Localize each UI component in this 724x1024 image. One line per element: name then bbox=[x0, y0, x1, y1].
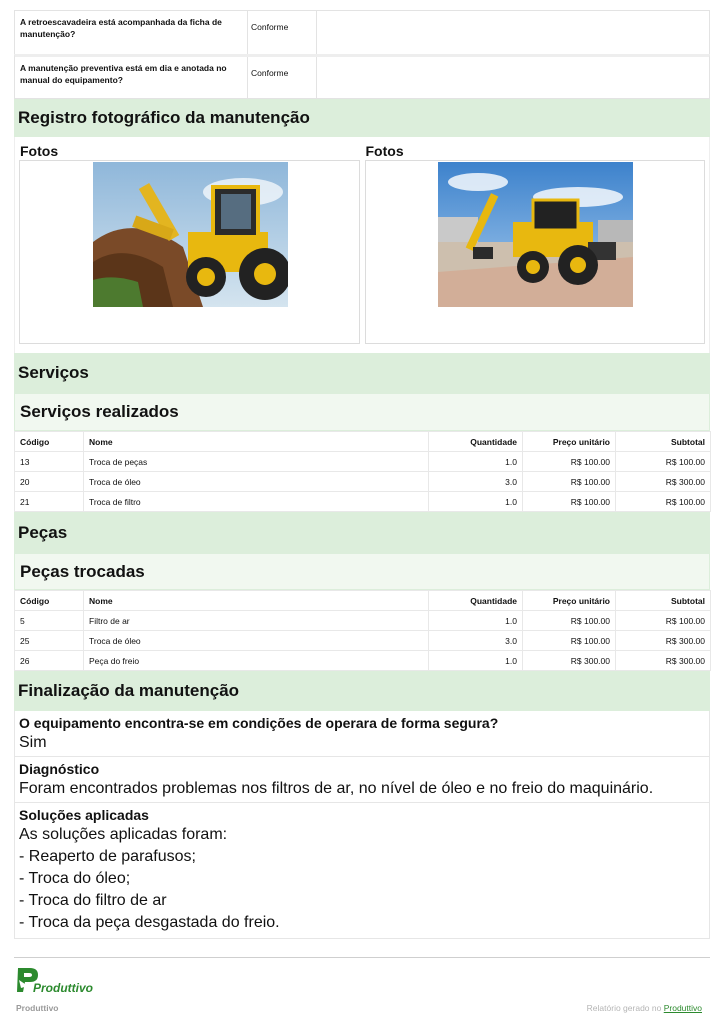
photo-card bbox=[19, 137, 360, 353]
footer-brand: Produttivo bbox=[16, 1003, 59, 1013]
checklist-row bbox=[14, 54, 710, 98]
cell-quantity: 1.0 bbox=[429, 611, 523, 631]
column-header: Quantidade bbox=[429, 432, 523, 452]
cell-code: 25 bbox=[15, 631, 84, 651]
footer-generated-text: Relatório gerado no bbox=[586, 1003, 662, 1013]
cell-unit-price: R$ 100.00 bbox=[523, 472, 616, 492]
cell-name: Filtro de ar bbox=[84, 611, 429, 631]
column-header: Preço unitário bbox=[523, 591, 616, 611]
photo-card bbox=[365, 137, 706, 353]
cell-code: 26 bbox=[15, 651, 84, 671]
produttivo-logo bbox=[16, 966, 96, 996]
cell-name: Troca de peças bbox=[84, 452, 429, 472]
cell-unit-price: R$ 100.00 bbox=[523, 631, 616, 651]
cell-subtotal: R$ 300.00 bbox=[616, 631, 711, 651]
table-row bbox=[15, 492, 711, 512]
table-row bbox=[15, 631, 711, 651]
cell-quantity: 1.0 bbox=[429, 452, 523, 472]
field-value: Foram encontrados problemas nos filtros de ar, no nível de óleo e no freio do maquinário. bbox=[19, 780, 654, 797]
safe-operation-field bbox=[14, 711, 710, 757]
footer-divider bbox=[14, 957, 710, 958]
cell-quantity: 1.0 bbox=[429, 651, 523, 671]
field-label: Soluções aplicadas bbox=[19, 807, 149, 823]
logo-text: Produttivo bbox=[33, 981, 93, 995]
cell-code: 20 bbox=[15, 472, 84, 492]
produttivo-link[interactable]: Produttivo bbox=[663, 1003, 702, 1013]
backhoe-photo-1[interactable] bbox=[93, 162, 288, 307]
field-value: Sim bbox=[19, 734, 47, 751]
table-row bbox=[15, 611, 711, 631]
services-section-title: Serviços bbox=[14, 353, 710, 393]
checklist-row bbox=[14, 10, 710, 54]
parts-table-title: Peças trocadas bbox=[14, 553, 710, 590]
checklist-notes bbox=[317, 57, 709, 98]
checklist-question: A retroescavadeira está acompanhada da ficha de manutenção? bbox=[15, 11, 248, 54]
report-page bbox=[14, 10, 710, 939]
column-header: Subtotal bbox=[616, 591, 711, 611]
cell-unit-price: R$ 100.00 bbox=[523, 452, 616, 472]
cell-code: 13 bbox=[15, 452, 84, 472]
photos-section-title: Registro fotográfico da manutenção bbox=[14, 99, 710, 137]
cell-name: Peça do freio bbox=[84, 651, 429, 671]
solution-line: - Reaperto de parafusos; bbox=[19, 848, 196, 865]
cell-subtotal: R$ 100.00 bbox=[616, 611, 711, 631]
cell-quantity: 3.0 bbox=[429, 631, 523, 651]
solution-line: - Troca do óleo; bbox=[19, 870, 131, 887]
cell-subtotal: R$ 300.00 bbox=[616, 651, 711, 671]
services-table bbox=[14, 431, 711, 512]
table-row bbox=[15, 452, 711, 472]
photo-frame[interactable] bbox=[19, 160, 360, 344]
cell-subtotal: R$ 100.00 bbox=[616, 492, 711, 512]
table-header-row bbox=[15, 432, 711, 452]
checklist-answer: Conforme bbox=[248, 57, 317, 98]
column-header: Código bbox=[15, 591, 84, 611]
table-header-row bbox=[15, 591, 711, 611]
cell-quantity: 3.0 bbox=[429, 472, 523, 492]
cell-subtotal: R$ 300.00 bbox=[616, 472, 711, 492]
parts-section-title: Peças bbox=[14, 512, 710, 553]
solution-line: - Troca da peça desgastada do freio. bbox=[19, 914, 280, 931]
cell-code: 5 bbox=[15, 611, 84, 631]
column-header: Nome bbox=[84, 591, 429, 611]
solution-line: As soluções aplicadas foram: bbox=[19, 826, 228, 843]
cell-unit-price: R$ 300.00 bbox=[523, 651, 616, 671]
solution-line: - Troca do filtro de ar bbox=[19, 892, 167, 909]
cell-unit-price: R$ 100.00 bbox=[523, 611, 616, 631]
field-label: O equipamento encontra-se em condições de operara de forma segura? bbox=[19, 715, 499, 731]
footer-generated bbox=[587, 1003, 702, 1013]
cell-code: 21 bbox=[15, 492, 84, 512]
cell-unit-price: R$ 100.00 bbox=[523, 492, 616, 512]
parts-table bbox=[14, 590, 711, 671]
column-header: Código bbox=[15, 432, 84, 452]
photos-grid bbox=[14, 137, 710, 353]
cell-name: Troca de óleo bbox=[84, 472, 429, 492]
checklist-answer: Conforme bbox=[248, 11, 317, 54]
column-header: Preço unitário bbox=[523, 432, 616, 452]
cell-quantity: 1.0 bbox=[429, 492, 523, 512]
finalization-section-title: Finalização da manutenção bbox=[14, 671, 710, 711]
diagnosis-field bbox=[14, 757, 710, 803]
field-label: Diagnóstico bbox=[19, 761, 100, 777]
cell-name: Troca de óleo bbox=[84, 631, 429, 651]
checklist bbox=[14, 10, 710, 99]
services-table-title: Serviços realizados bbox=[14, 393, 710, 431]
column-header: Quantidade bbox=[429, 591, 523, 611]
cell-subtotal: R$ 100.00 bbox=[616, 452, 711, 472]
photo-label: Fotos bbox=[365, 143, 404, 159]
table-row bbox=[15, 651, 711, 671]
photo-label: Fotos bbox=[20, 143, 59, 159]
column-header: Nome bbox=[84, 432, 429, 452]
solutions-field bbox=[14, 803, 710, 939]
table-row bbox=[15, 472, 711, 492]
checklist-question: A manutenção preventiva está em dia e anotada no manual do equipamento? bbox=[15, 57, 248, 98]
backhoe-photo-2[interactable] bbox=[438, 162, 633, 307]
checklist-notes bbox=[317, 11, 709, 54]
photo-frame[interactable] bbox=[365, 160, 706, 344]
column-header: Subtotal bbox=[616, 432, 711, 452]
cell-name: Troca de filtro bbox=[84, 492, 429, 512]
